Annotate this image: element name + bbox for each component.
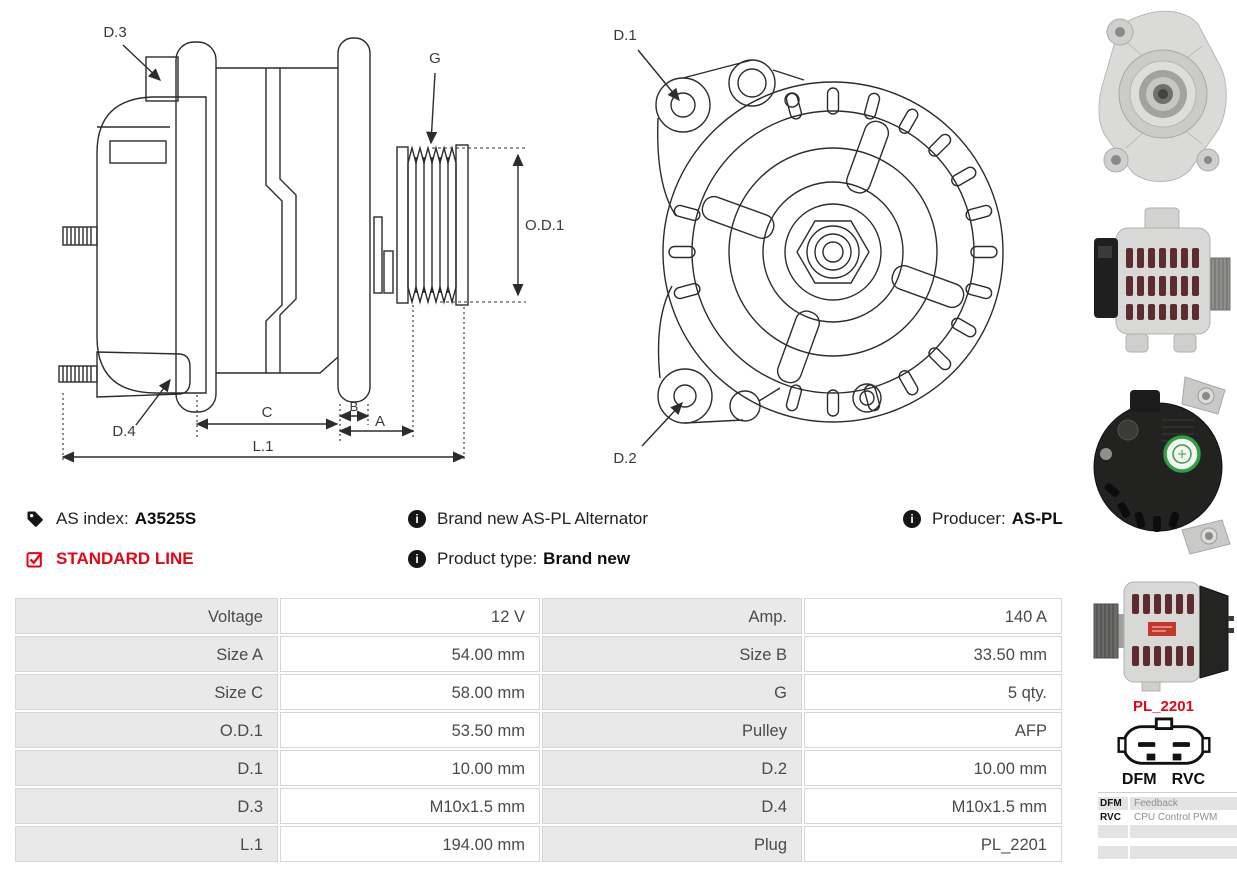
product-photo-front-view[interactable] [1090, 2, 1237, 197]
spec-label: Size A [15, 636, 278, 672]
dim-label-d2: D.2 [613, 450, 637, 467]
spec-value: 140 A [804, 598, 1062, 634]
dim-label-d4: D.4 [112, 423, 136, 440]
legend-key: DFM [1098, 797, 1128, 810]
product-type-row [408, 549, 630, 569]
legend-key: RVC [1100, 812, 1121, 823]
spec-label: Plug [542, 826, 802, 862]
info-icon: i [408, 510, 426, 528]
producer-row [903, 509, 1063, 529]
spec-table [15, 598, 1062, 862]
spec-value: M10x1.5 mm [280, 788, 540, 824]
spec-value: 53.50 mm [280, 712, 540, 748]
standard-line-label: STANDARD LINE [56, 549, 194, 568]
spec-value: AFP [804, 712, 1062, 748]
product-type-label: Product type: [437, 549, 538, 568]
spec-label: D.4 [542, 788, 802, 824]
as-index-value: A3525S [134, 509, 197, 528]
dim-label-a: A [374, 413, 386, 430]
dim-label-d1: D.1 [613, 27, 637, 44]
legend-desc: CPU Control PWM [1134, 812, 1218, 823]
product-photo-side-view-pulley-left[interactable] [1090, 566, 1237, 699]
plug-pin-labels [1090, 771, 1237, 789]
spec-label: Size C [15, 674, 278, 710]
info-icon: i [903, 510, 921, 528]
spec-label: Size B [542, 636, 802, 672]
plug-pin-left: DFM [1121, 771, 1157, 788]
plug-connector-icon [1090, 717, 1237, 771]
plug-pin-right: RVC [1171, 771, 1206, 788]
spec-value: PL_2201 [804, 826, 1062, 862]
spec-label: D.3 [15, 788, 278, 824]
dim-label-od1: O.D.1 [525, 217, 565, 234]
legend-row-empty [1098, 825, 1237, 838]
spec-label: D.2 [542, 750, 802, 786]
plug-code-label: PL_2201 [1133, 698, 1194, 715]
as-index-row [25, 509, 196, 529]
checkbox-icon [25, 549, 45, 569]
producer-label: Producer: [932, 509, 1006, 528]
dim-label-g: G [429, 50, 441, 67]
legend-row [1098, 811, 1237, 824]
dim-label-c: C [261, 404, 273, 421]
spec-value: 10.00 mm [280, 750, 540, 786]
legend-row-empty [1098, 846, 1237, 859]
tag-icon [25, 509, 45, 529]
spec-label: Voltage [15, 598, 278, 634]
side-view-drawing [20, 5, 580, 490]
spec-label: Amp. [542, 598, 802, 634]
spec-value: 54.00 mm [280, 636, 540, 672]
as-index-label: AS index: [56, 509, 129, 528]
legend-desc: Feedback [1130, 797, 1237, 810]
legend-row [1098, 797, 1237, 810]
dim-label-d3: D.3 [103, 24, 127, 41]
spec-value: 194.00 mm [280, 826, 540, 862]
spec-label: L.1 [15, 826, 278, 862]
standard-line-row [25, 549, 194, 569]
product-type-value: Brand new [543, 549, 631, 568]
front-view-drawing [590, 8, 1020, 478]
spec-label: O.D.1 [15, 712, 278, 748]
plug-legend-table [1098, 792, 1237, 860]
product-photo-side-view-pulley-right[interactable] [1090, 196, 1237, 369]
dim-label-b: B [349, 399, 359, 414]
spec-label: G [542, 674, 802, 710]
dim-label-l1: L.1 [252, 438, 274, 455]
spec-value: 10.00 mm [804, 750, 1062, 786]
spec-value: 33.50 mm [804, 636, 1062, 672]
spec-value: 12 V [280, 598, 540, 634]
product-photo-rear-view[interactable] [1090, 362, 1237, 577]
brand-new-text: Brand new AS-PL Alternator [437, 509, 649, 528]
spec-label: Pulley [542, 712, 802, 748]
spec-value: 58.00 mm [280, 674, 540, 710]
spec-value: 5 qty. [804, 674, 1062, 710]
spec-label: D.1 [15, 750, 278, 786]
info-icon: i [408, 550, 426, 568]
spec-value: M10x1.5 mm [804, 788, 1062, 824]
brand-new-row [408, 509, 648, 529]
producer-value: AS-PL [1011, 509, 1063, 528]
